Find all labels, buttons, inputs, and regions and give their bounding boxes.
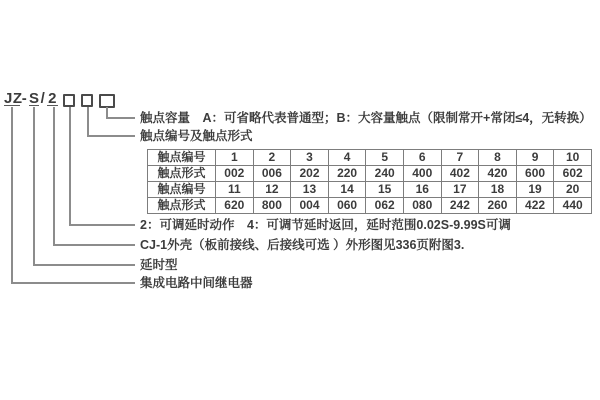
contact-cell: 240: [366, 166, 404, 182]
model-code-box-2: [81, 94, 93, 107]
contact-cell: 402: [441, 166, 479, 182]
contact-cell: 14: [328, 182, 366, 198]
annotation-delay-type: 延时型: [140, 258, 178, 272]
contact-cell: 060: [328, 198, 366, 214]
leader-numbering-vertical: [87, 107, 89, 136]
contact-table: [147, 149, 592, 214]
model-code-box-1: [63, 94, 75, 107]
contact-cell: 18: [479, 182, 517, 198]
contact-cell: 440: [554, 198, 592, 214]
model-dash: -: [21, 90, 28, 107]
annotation-product-type: 集成电路中间继电器: [140, 276, 253, 290]
leader-delay-type-vertical: [33, 107, 35, 265]
contact-cell: 220: [328, 166, 366, 182]
contact-cell: 202: [291, 166, 329, 182]
contact-cell: 800: [253, 198, 291, 214]
contact-cell: 242: [441, 198, 479, 214]
contact-table-row-1: [148, 150, 592, 166]
contact-cell: 13: [291, 182, 329, 198]
contact-table-row-2: [148, 166, 592, 182]
contact-cell: 4: [328, 150, 366, 166]
contact-cell: 10: [554, 150, 592, 166]
contact-cell: 5: [366, 150, 404, 166]
contact-cell: 620: [216, 198, 254, 214]
contact-cell: 1: [216, 150, 254, 166]
leader-delay-mode-vertical: [69, 107, 71, 225]
contact-cell: 600: [516, 166, 554, 182]
contact-cell: 3: [291, 150, 329, 166]
leader-product-type-vertical: [11, 107, 13, 283]
contact-cell: 12: [253, 182, 291, 198]
contact-cell: 420: [479, 166, 517, 182]
contact-row-header: 触点编号: [148, 150, 216, 166]
model-prefix: JZ: [4, 90, 23, 107]
model-variant-number: 2: [48, 90, 57, 107]
contact-cell: 422: [516, 198, 554, 214]
model-series-letter: S: [29, 90, 40, 107]
contact-cell: 20: [554, 182, 592, 198]
contact-table-row-3: [148, 182, 592, 198]
contact-cell: 602: [554, 166, 592, 182]
contact-cell: 17: [441, 182, 479, 198]
contact-cell: 11: [216, 182, 254, 198]
annotation-contact-numbering: 触点编号及触点形式: [140, 129, 253, 143]
contact-cell: 006: [253, 166, 291, 182]
contact-cell: 7: [441, 150, 479, 166]
contact-cell: 004: [291, 198, 329, 214]
contact-cell: 8: [479, 150, 517, 166]
contact-cell: 9: [516, 150, 554, 166]
contact-row-header: 触点形式: [148, 166, 216, 182]
leader-enclosure-vertical: [53, 107, 55, 245]
contact-cell: 6: [403, 150, 441, 166]
leader-delay-mode-horizontal: [69, 224, 135, 226]
contact-row-header: 触点形式: [148, 198, 216, 214]
leader-capacity-horizontal: [106, 117, 135, 119]
leader-product-type-horizontal: [11, 282, 135, 284]
annotation-delay-mode: 2：可调延时动作 4：可调节延时返回，延时范围0.02S-9.99S可调: [140, 218, 511, 232]
contact-cell: 400: [403, 166, 441, 182]
contact-cell: 062: [366, 198, 404, 214]
annotation-contact-capacity: 触点容量 A：可省略代表普通型；B：大容量触点（限制常开+常闭≤4，无转换）: [140, 111, 592, 125]
contact-cell: 002: [216, 166, 254, 182]
contact-cell: 15: [366, 182, 404, 198]
contact-table-row-4: [148, 198, 592, 214]
contact-row-header: 触点编号: [148, 182, 216, 198]
contact-cell: 2: [253, 150, 291, 166]
leader-numbering-horizontal: [87, 135, 135, 137]
model-slash: /: [40, 90, 46, 107]
contact-cell: 19: [516, 182, 554, 198]
model-code-box-3: [99, 94, 115, 108]
contact-cell: 260: [479, 198, 517, 214]
contact-cell: 080: [403, 198, 441, 214]
leader-delay-type-horizontal: [33, 264, 135, 266]
annotation-enclosure: CJ-1外壳（板前接线、后接线可选 ）外形图见336页附图3.: [140, 238, 465, 252]
leader-enclosure-horizontal: [53, 244, 135, 246]
contact-cell: 16: [403, 182, 441, 198]
